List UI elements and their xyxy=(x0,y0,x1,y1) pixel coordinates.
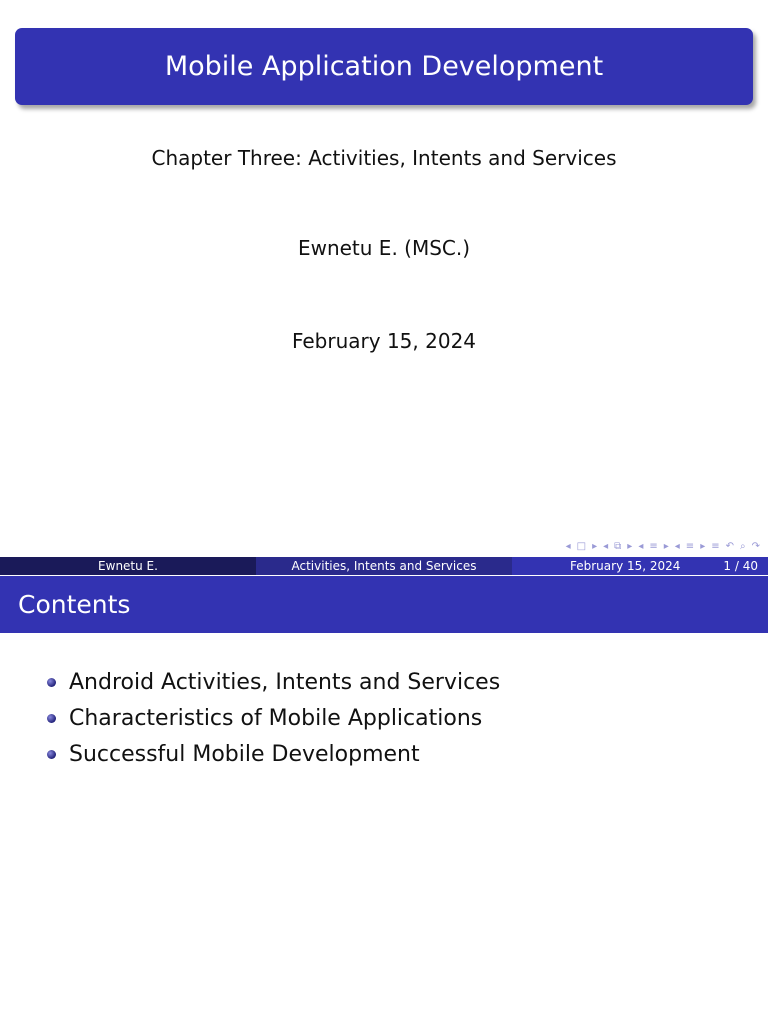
list-item-text: Characteristics of Mobile Applications xyxy=(69,705,483,731)
contents-slide xyxy=(0,576,768,1024)
nav-search-icon[interactable]: ⌕ xyxy=(740,540,746,552)
slide-title-box xyxy=(15,28,753,105)
nav-frame-icon[interactable]: ⧉ xyxy=(614,540,622,552)
nav-section-right-icon[interactable]: ▸ xyxy=(700,540,706,552)
nav-frame-right-icon[interactable]: ▸ xyxy=(627,540,633,552)
presentation-title: Mobile Application Development xyxy=(164,51,604,82)
nav-forward-icon[interactable]: ↷ xyxy=(751,540,760,552)
list-item xyxy=(47,700,500,736)
footer-date-page xyxy=(512,557,768,575)
nav-subsection-right-icon[interactable]: ▸ xyxy=(663,540,669,552)
nav-section-icon[interactable]: ≡ xyxy=(685,540,695,552)
bullet-icon xyxy=(47,750,56,759)
footer-page-number: 1 / 40 xyxy=(723,559,758,573)
author-name: Ewnetu E. (MSC.) xyxy=(297,236,471,260)
nav-subsection-icon[interactable]: ≡ xyxy=(649,540,658,552)
nav-slide-right-icon[interactable]: ▸ xyxy=(592,540,598,552)
nav-slide-left-icon[interactable]: ◂ xyxy=(565,540,571,552)
contents-list xyxy=(47,664,500,772)
list-item xyxy=(47,664,500,700)
frame-title: Contents xyxy=(18,590,131,619)
beamer-navigation-symbols[interactable] xyxy=(566,539,760,553)
nav-frame-left-icon[interactable]: ◂ xyxy=(603,540,609,552)
nav-section-left-icon[interactable]: ◂ xyxy=(674,540,680,552)
nav-slide-icon[interactable]: □ xyxy=(576,540,587,552)
footer-author-text: Ewnetu E. xyxy=(98,559,158,573)
bullet-icon xyxy=(47,678,56,687)
footer-date-text: February 15, 2024 xyxy=(570,559,681,573)
bullet-icon xyxy=(47,714,56,723)
nav-back-icon[interactable]: ↶ xyxy=(725,540,734,552)
footer-title-text: Activities, Intents and Services xyxy=(291,559,477,573)
nav-subsection-left-icon[interactable]: ◂ xyxy=(638,540,644,552)
list-item xyxy=(47,736,500,772)
nav-document-icon[interactable]: ≡ xyxy=(711,540,720,552)
footer-title xyxy=(256,557,512,575)
list-item-text: Android Activities, Intents and Services xyxy=(69,669,501,695)
slide-footer xyxy=(0,557,768,575)
chapter-subtitle: Chapter Three: Activities, Intents and Services xyxy=(151,146,617,170)
list-item-text: Successful Mobile Development xyxy=(69,741,420,767)
footer-author xyxy=(0,557,256,575)
presentation-date: February 15, 2024 xyxy=(291,329,477,353)
frame-title-bar xyxy=(0,576,768,633)
